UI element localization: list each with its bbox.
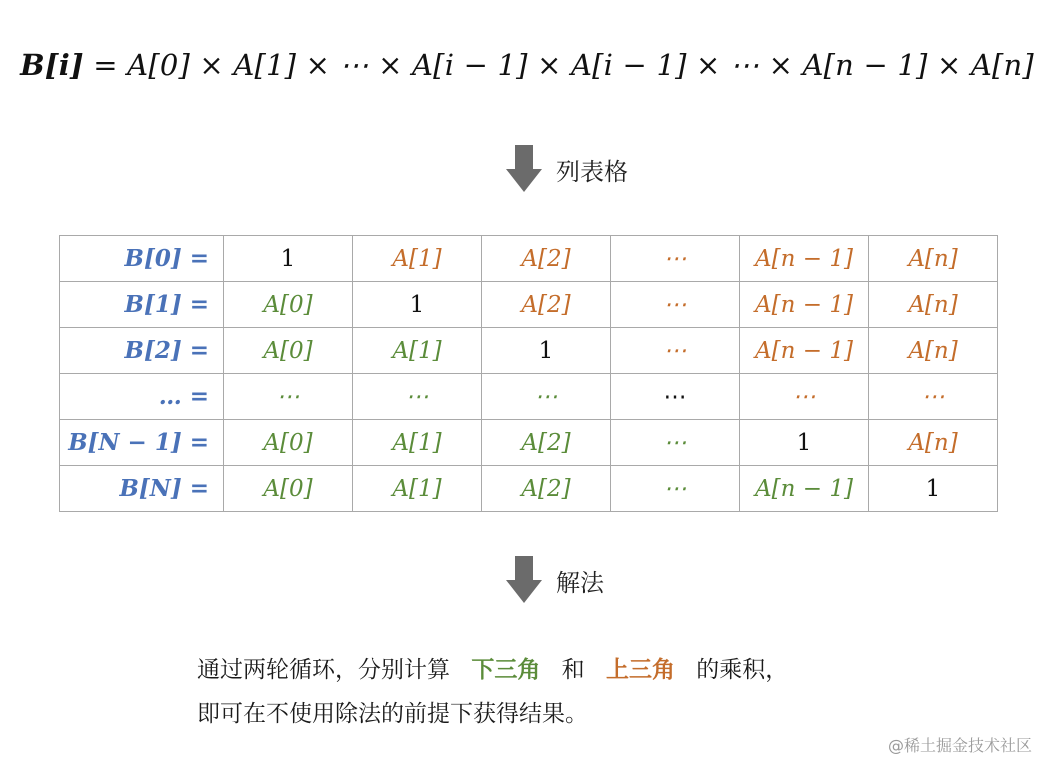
table-cell-lower: A[0] bbox=[224, 466, 353, 512]
explanation-line-1 bbox=[197, 648, 788, 692]
formula-rhs: = A[0] × A[1] × ⋯ × A[i − 1] × A[i − 1] × ⋯ × A[n − 1] × A[n] bbox=[93, 48, 1034, 82]
table-cell-one: 1 bbox=[869, 466, 998, 512]
row-header: … = bbox=[60, 374, 224, 420]
formula bbox=[0, 48, 1054, 82]
watermark: @稀土掘金技术社区 bbox=[887, 736, 1032, 755]
table-cell-lower: A[1] bbox=[353, 420, 482, 466]
table-row bbox=[60, 328, 998, 374]
table-cell-lower: A[2] bbox=[482, 420, 611, 466]
explanation-suffix: 的乘积， bbox=[696, 657, 789, 683]
table-cell-lower: ⋯ bbox=[611, 466, 740, 512]
table-cell-upper: A[n] bbox=[869, 420, 998, 466]
table-cell-one: 1 bbox=[224, 236, 353, 282]
explanation-line-2: 即可在不使用除法的前提下获得结果。 bbox=[197, 701, 588, 727]
explanation-text bbox=[197, 648, 788, 736]
row-header: B[0] = bbox=[60, 236, 224, 282]
down-arrow-icon bbox=[506, 556, 542, 604]
table-row bbox=[60, 466, 998, 512]
down-arrow-icon bbox=[506, 145, 542, 193]
table-row bbox=[60, 236, 998, 282]
table-cell-upper: ⋯ bbox=[611, 236, 740, 282]
table-cell-lower: A[0] bbox=[224, 282, 353, 328]
table-cell-upper: A[n − 1] bbox=[740, 282, 869, 328]
table-cell-one: 1 bbox=[482, 328, 611, 374]
table-cell-upper: ⋯ bbox=[611, 328, 740, 374]
table-cell-lower: ⋯ bbox=[224, 374, 353, 420]
table-row bbox=[60, 282, 998, 328]
table-cell-upper: A[2] bbox=[482, 282, 611, 328]
table-cell-upper: A[n] bbox=[869, 328, 998, 374]
table-cell-upper: A[n] bbox=[869, 282, 998, 328]
table-cell-lower: A[n − 1] bbox=[740, 466, 869, 512]
table-cell-upper: ⋯ bbox=[869, 374, 998, 420]
row-header: B[1] = bbox=[60, 282, 224, 328]
table-cell-lower: A[1] bbox=[353, 466, 482, 512]
table-cell-lower: ⋯ bbox=[482, 374, 611, 420]
table-row bbox=[60, 420, 998, 466]
lower-triangle-label: 下三角 bbox=[471, 657, 541, 683]
explanation-prefix: 通过两轮循环，分别计算 bbox=[197, 657, 450, 683]
table-cell-upper: ⋯ bbox=[611, 282, 740, 328]
row-header: B[2] = bbox=[60, 328, 224, 374]
table-cell-lower: A[2] bbox=[482, 466, 611, 512]
step-arrow-table bbox=[506, 145, 628, 193]
table-cell-lower: ⋯ bbox=[353, 374, 482, 420]
table-cell-upper: A[n − 1] bbox=[740, 328, 869, 374]
table-cell-one: ⋯ bbox=[611, 374, 740, 420]
and-text: 和 bbox=[561, 657, 585, 683]
upper-triangle-label: 上三角 bbox=[605, 657, 675, 683]
formula-lhs: B[i] bbox=[20, 48, 84, 82]
table-cell-upper: A[2] bbox=[482, 236, 611, 282]
table-cell-one: 1 bbox=[353, 282, 482, 328]
table-cell-upper: A[n − 1] bbox=[740, 236, 869, 282]
table-cell-upper: A[n] bbox=[869, 236, 998, 282]
row-header: B[N − 1] = bbox=[60, 420, 224, 466]
table-row bbox=[60, 374, 998, 420]
step-arrow-solution bbox=[506, 556, 604, 604]
step-label-solution: 解法 bbox=[556, 568, 604, 597]
table-cell-lower: ⋯ bbox=[611, 420, 740, 466]
table-cell-lower: A[0] bbox=[224, 420, 353, 466]
table-cell-upper: A[1] bbox=[353, 236, 482, 282]
table-cell-one: 1 bbox=[740, 420, 869, 466]
product-table bbox=[59, 235, 998, 512]
table-cell-upper: ⋯ bbox=[740, 374, 869, 420]
table-cell-lower: A[0] bbox=[224, 328, 353, 374]
step-label-table: 列表格 bbox=[556, 157, 628, 186]
table-cell-lower: A[1] bbox=[353, 328, 482, 374]
row-header: B[N] = bbox=[60, 466, 224, 512]
